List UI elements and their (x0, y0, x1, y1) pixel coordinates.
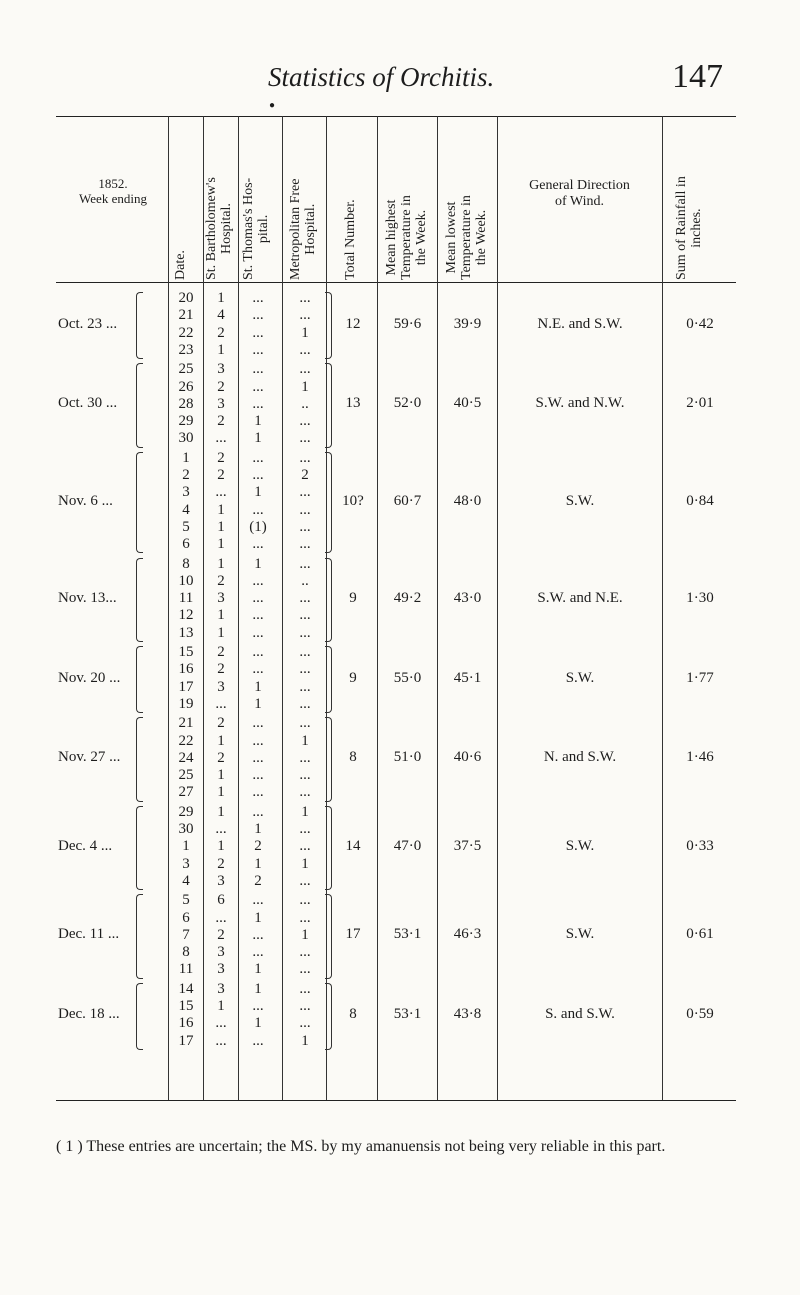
date-cell: 30 (178, 430, 194, 447)
running-title: Statistics of Orchitis. (268, 62, 495, 92)
date-cell: 15 (178, 998, 194, 1014)
barts-cell: ... (215, 430, 227, 447)
total-value: 17 (345, 926, 361, 943)
left-brace (136, 894, 143, 979)
header-high (384, 195, 429, 280)
barts-cell: ... (215, 484, 227, 501)
barts-cell: 2 (217, 324, 225, 341)
date-cell: 15 (178, 644, 194, 660)
right-brace (325, 452, 332, 554)
barts-cell: 1 (217, 803, 225, 820)
barts-cell: 1 (217, 341, 225, 358)
thomas-cell: (1) (249, 518, 267, 535)
footnote: ( 1 ) These entries are uncertain; the MS. by my amanuensis not being very reliable in this part. (56, 1138, 666, 1155)
metro-cell: 1 (301, 378, 309, 395)
thomas-cell: 1 (254, 555, 262, 572)
metro-cell: ... (299, 872, 311, 889)
wind-value: S. and S.W. (545, 1006, 615, 1023)
thomas-cell: ... (252, 324, 264, 341)
barts-cell: 2 (217, 449, 225, 466)
right-brace (325, 363, 332, 448)
week-label: Oct. 23 ... (58, 315, 118, 332)
barts-cell: 2 (217, 715, 225, 732)
metro-cell: ... (299, 501, 311, 518)
wind-value: S.W. and N.W. (535, 395, 625, 412)
page-header (0, 52, 800, 102)
week-label: Nov. 27 ... (58, 749, 121, 766)
date-cell: 5 (182, 518, 190, 535)
thomas-cell: ... (252, 644, 264, 660)
barts-cell: 2 (217, 644, 225, 660)
total-value: 13 (345, 395, 361, 412)
right-brace (325, 806, 332, 891)
total-value: 10? (342, 492, 364, 509)
metro-cell: ... (299, 624, 311, 641)
barts-cell: 2 (217, 926, 225, 943)
barts-cell: 1 (217, 555, 225, 572)
high-temp-value: 53·1 (393, 926, 422, 943)
metro-cell: ... (299, 821, 311, 837)
barts-cell: 4 (217, 307, 225, 324)
date-cell: 6 (182, 536, 190, 553)
metro-cell: ... (299, 590, 311, 607)
thomas-cell: ... (252, 1032, 264, 1049)
barts-cell: ... (215, 695, 227, 712)
date-cell: 7 (182, 926, 190, 943)
header-high-line3: the Week. (414, 209, 429, 266)
rainfall-value: 1·77 (686, 669, 714, 686)
date-cell: 16 (178, 661, 194, 678)
barts-cell: 2 (217, 855, 225, 872)
column-divider (377, 116, 378, 1100)
thomas-cell: 1 (254, 980, 262, 997)
header-wind-line2: of Wind. (555, 194, 604, 209)
barts-cell: 1 (217, 624, 225, 641)
header-rain-line1: Sum of Rainfall in (674, 176, 689, 280)
metro-cell: ... (299, 555, 311, 572)
left-brace (136, 983, 143, 1050)
metro-cell: 1 (301, 324, 309, 341)
metro-cell: ... (299, 767, 311, 784)
barts-cell: ... (215, 909, 227, 926)
high-temp-value: 59·6 (393, 315, 422, 332)
date-cell: 13 (178, 624, 194, 641)
rainfall-value: 1·46 (686, 749, 714, 766)
metro-cell: ... (299, 536, 311, 553)
wind-value: S.W. (565, 837, 595, 854)
metro-cell: ... (299, 307, 311, 324)
metro-cell: ... (299, 678, 311, 695)
wind-value: S.W. (565, 669, 595, 686)
low-temp-value: 39·9 (453, 315, 482, 332)
high-temp-value: 55·0 (393, 669, 422, 686)
header-metro (288, 179, 318, 280)
rainfall-value: 0·33 (686, 837, 714, 854)
thomas-cell: ... (252, 803, 264, 820)
date-cell: 3 (182, 484, 190, 501)
left-brace (136, 363, 143, 448)
total-value: 8 (349, 1006, 357, 1023)
thomas-cell: 1 (254, 821, 262, 837)
date-cell: 17 (178, 1032, 194, 1049)
metro-cell: ... (299, 430, 311, 447)
metro-cell: 1 (301, 732, 309, 749)
left-brace (136, 558, 143, 643)
date-cell: 8 (182, 555, 190, 572)
low-temp-value: 43·8 (453, 1006, 482, 1023)
date-cell: 23 (178, 341, 194, 358)
thomas-cell: ... (252, 926, 264, 943)
low-temp-value: 40·5 (453, 395, 482, 412)
metro-cell: ... (299, 909, 311, 926)
thomas-cell: ... (252, 361, 264, 378)
date-cell: 14 (178, 980, 194, 997)
total-value: 12 (345, 315, 361, 332)
header-low-line1: Mean lowest (444, 201, 459, 274)
thomas-cell: ... (252, 341, 264, 358)
right-brace (325, 894, 332, 979)
week-label: Dec. 4 ... (58, 837, 113, 854)
thomas-cell: ... (252, 449, 264, 466)
barts-cell: 3 (217, 678, 225, 695)
rainfall-value: 2·01 (686, 395, 714, 412)
thomas-cell: ... (252, 607, 264, 624)
metro-cell: ... (299, 695, 311, 712)
low-temp-value: 40·6 (453, 749, 482, 766)
thomas-cell: ... (252, 944, 264, 961)
wind-value: S.W. (565, 492, 595, 509)
high-temp-value: 52·0 (393, 395, 422, 412)
date-cell: 26 (178, 378, 194, 395)
barts-cell: 2 (217, 413, 225, 430)
rainfall-value: 1·30 (686, 589, 714, 606)
left-brace (136, 646, 143, 713)
thomas-cell: 1 (254, 678, 262, 695)
wind-value: N. and S.W. (543, 749, 617, 766)
thomas-cell: ... (252, 732, 264, 749)
rainfall-value: 0·42 (686, 315, 714, 332)
date-cell: 29 (178, 413, 194, 430)
high-temp-value: 51·0 (393, 749, 422, 766)
barts-cell: 2 (217, 572, 225, 589)
rainfall-value: 0·84 (686, 492, 714, 509)
date-cell: 12 (178, 607, 194, 624)
metro-cell: ... (299, 838, 311, 855)
low-temp-value: 43·0 (453, 589, 482, 606)
thomas-cell: ... (252, 784, 264, 801)
header-metro-line2: Hospital. (303, 203, 318, 255)
header-week-label: Week ending (79, 191, 147, 206)
date-cell: 25 (178, 767, 194, 784)
page-number: 147 (672, 58, 723, 95)
wind-value: N.E. and S.W. (537, 315, 623, 332)
metro-cell: 1 (301, 926, 309, 943)
left-brace (136, 717, 143, 802)
thomas-cell: ... (252, 749, 264, 766)
barts-cell: 1 (217, 998, 225, 1014)
thomas-cell: 1 (254, 909, 262, 926)
total-value: 9 (349, 669, 357, 686)
column-divider (497, 116, 498, 1100)
total-value: 14 (345, 837, 361, 854)
barts-cell: 2 (217, 467, 225, 483)
high-temp-value: 49·2 (393, 589, 422, 606)
right-brace (325, 717, 332, 802)
barts-cell: 1 (217, 732, 225, 749)
thomas-cell: 1 (254, 961, 262, 978)
thomas-cell: ... (252, 590, 264, 607)
metro-cell: ... (299, 290, 311, 306)
date-cell: 11 (178, 961, 194, 978)
date-cell: 17 (178, 678, 194, 695)
week-label: Nov. 20 ... (58, 669, 121, 686)
date-cell: 1 (182, 838, 190, 855)
date-cell: 16 (178, 1015, 194, 1032)
thomas-cell: ... (252, 378, 264, 395)
thomas-cell: ... (252, 501, 264, 518)
date-cell: 22 (178, 732, 194, 749)
header-year: 1852. (98, 176, 128, 191)
metro-cell: 1 (301, 855, 309, 872)
metro-cell: ... (299, 361, 311, 378)
date-cell: 27 (178, 784, 194, 801)
thomas-cell: 1 (254, 484, 262, 501)
column-divider (437, 116, 438, 1100)
right-brace (325, 558, 332, 643)
week-label: Nov. 13... (58, 589, 117, 606)
date-cell: 6 (182, 909, 190, 926)
thomas-cell: 2 (254, 838, 262, 855)
thomas-cell: ... (252, 467, 264, 483)
high-temp-value: 53·1 (393, 1006, 422, 1023)
header-high-line1: Mean highest (384, 199, 399, 276)
metro-cell: ... (299, 784, 311, 801)
barts-cell: 1 (217, 290, 225, 306)
table-bottom-rule (56, 1100, 736, 1101)
metro-cell: ... (299, 961, 311, 978)
thomas-cell: 1 (254, 430, 262, 447)
date-cell: 30 (178, 821, 194, 837)
metro-cell: ... (299, 944, 311, 961)
barts-cell: 3 (217, 944, 225, 961)
thomas-cell: ... (252, 572, 264, 589)
thomas-cell: 1 (254, 413, 262, 430)
header-low (444, 195, 489, 280)
barts-cell: 1 (217, 784, 225, 801)
thomas-cell: ... (252, 715, 264, 732)
right-brace (325, 646, 332, 713)
total-value: 9 (349, 589, 357, 606)
low-temp-value: 37·5 (453, 837, 482, 854)
left-brace (136, 806, 143, 891)
metro-cell: 1 (301, 803, 309, 820)
thomas-cell: ... (252, 892, 264, 909)
thomas-cell: ... (252, 661, 264, 678)
header-low-line2: Temperature in (459, 195, 474, 280)
metro-cell: ... (299, 980, 311, 997)
total-value: 8 (349, 749, 357, 766)
thomas-cell: ... (252, 307, 264, 324)
date-cell: 5 (182, 892, 190, 909)
barts-cell: 1 (217, 607, 225, 624)
date-cell: 10 (178, 572, 194, 589)
header-low-line3: the Week. (474, 209, 489, 266)
metro-cell: ... (299, 892, 311, 909)
week-label: Dec. 11 ... (58, 926, 120, 943)
header-thomas-line2: pital. (256, 214, 271, 244)
header-thomas-line1: St. Thomas's Hos- (241, 177, 256, 280)
thomas-cell: 1 (254, 695, 262, 712)
metro-cell: 2 (301, 467, 309, 483)
date-cell: 25 (178, 361, 194, 378)
low-temp-value: 48·0 (453, 492, 482, 509)
barts-cell: 3 (217, 361, 225, 378)
barts-cell: 1 (217, 767, 225, 784)
wind-value: S.W. and N.E. (537, 589, 623, 606)
header-wind (502, 178, 657, 210)
thomas-cell: ... (252, 395, 264, 412)
header-date: Date. (173, 250, 188, 280)
header-week-ending (58, 176, 168, 206)
metro-cell: ... (299, 749, 311, 766)
left-brace (136, 292, 143, 359)
date-cell: 21 (178, 715, 194, 732)
date-cell: 11 (178, 590, 194, 607)
barts-cell: 3 (217, 590, 225, 607)
barts-cell: 1 (217, 536, 225, 553)
header-barts-line1: St. Bartholomew's (204, 177, 219, 280)
table-header-rule (56, 282, 736, 283)
date-cell: 21 (178, 307, 194, 324)
rainfall-value: 0·59 (686, 1006, 714, 1023)
date-cell: 4 (182, 501, 190, 518)
barts-cell: 3 (217, 872, 225, 889)
metro-cell: .. (301, 572, 309, 589)
metro-cell: ... (299, 1015, 311, 1032)
barts-cell: 1 (217, 501, 225, 518)
metro-cell: ... (299, 413, 311, 430)
column-divider (662, 116, 663, 1100)
thomas-cell: ... (252, 998, 264, 1014)
barts-cell: 2 (217, 661, 225, 678)
metro-cell: ... (299, 644, 311, 660)
thomas-cell: 1 (254, 855, 262, 872)
metro-cell: ... (299, 715, 311, 732)
barts-cell: 3 (217, 395, 225, 412)
barts-cell: ... (215, 1015, 227, 1032)
metro-cell: ... (299, 661, 311, 678)
date-cell: 8 (182, 944, 190, 961)
week-label: Dec. 18 ... (58, 1006, 120, 1023)
date-cell: 22 (178, 324, 194, 341)
thomas-cell: 1 (254, 1015, 262, 1032)
high-temp-value: 60·7 (393, 492, 422, 509)
right-brace (325, 292, 332, 359)
header-barts-line2: Hospital. (219, 203, 234, 255)
header-wind-line1: General Direction (529, 178, 630, 193)
metro-cell: ... (299, 484, 311, 501)
barts-cell: 3 (217, 980, 225, 997)
column-divider (282, 116, 283, 1100)
header-thomas (241, 178, 271, 280)
header-high-line2: Temperature in (399, 195, 414, 280)
date-cell: 28 (178, 395, 194, 412)
header-rain (674, 176, 704, 280)
left-brace (136, 452, 143, 554)
thomas-cell: ... (252, 536, 264, 553)
barts-cell: 3 (217, 961, 225, 978)
header-rain-line2: inches. (689, 208, 704, 248)
date-cell: 19 (178, 695, 194, 712)
table-top-rule (56, 116, 736, 117)
date-cell: 29 (178, 803, 194, 820)
barts-cell: 1 (217, 518, 225, 535)
thomas-cell: ... (252, 624, 264, 641)
date-cell: 1 (182, 449, 190, 466)
metro-cell: ... (299, 607, 311, 624)
barts-cell: 2 (217, 749, 225, 766)
barts-cell: ... (215, 1032, 227, 1049)
low-temp-value: 45·1 (453, 669, 482, 686)
barts-cell: 1 (217, 838, 225, 855)
date-cell: 2 (182, 467, 190, 483)
week-label: Nov. 6 ... (58, 492, 113, 509)
header-barts (204, 177, 234, 280)
rainfall-value: 0·61 (686, 926, 714, 943)
week-label: Oct. 30 ... (58, 395, 118, 412)
barts-cell: ... (215, 821, 227, 837)
right-brace (325, 983, 332, 1050)
thomas-cell: ... (252, 290, 264, 306)
printer-mark: ● (269, 100, 276, 111)
metro-cell: 1 (301, 1032, 309, 1049)
header-metro-line1: Metropolitan Free (288, 178, 303, 280)
barts-cell: 2 (217, 378, 225, 395)
wind-value: S.W. (565, 926, 595, 943)
thomas-cell: 2 (254, 872, 262, 889)
high-temp-value: 47·0 (393, 837, 422, 854)
metro-cell: .. (301, 395, 309, 412)
header-total: Total Number. (343, 199, 358, 280)
date-cell: 24 (178, 749, 194, 766)
metro-cell: ... (299, 449, 311, 466)
thomas-cell: ... (252, 767, 264, 784)
date-cell: 3 (182, 855, 190, 872)
barts-cell: 6 (217, 892, 225, 909)
metro-cell: ... (299, 341, 311, 358)
metro-cell: ... (299, 998, 311, 1014)
date-cell: 20 (178, 290, 194, 306)
date-cell: 4 (182, 872, 190, 889)
metro-cell: ... (299, 518, 311, 535)
low-temp-value: 46·3 (453, 926, 482, 943)
